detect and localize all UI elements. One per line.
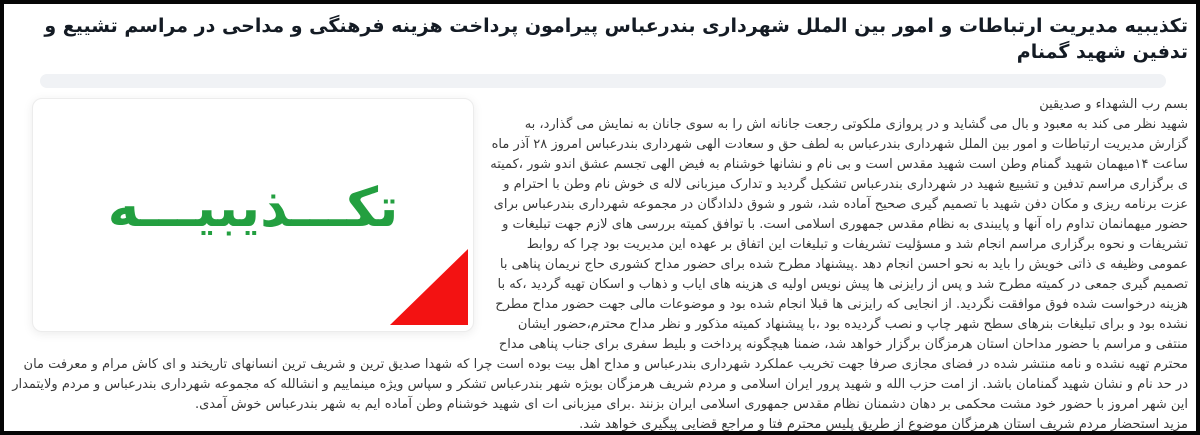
article-headline: تکذیبیه مدیریت ارتباطات و امور بین الملل شهرداری بندرعباس پیرامون پرداخت هزینه فرهنگی و مداحی در مراسم تشییع و تدفین شهید گمنام — [44, 15, 1188, 63]
basmala-line: بسم رب الشهداء و صدیقین — [1039, 97, 1188, 113]
divider-bar — [40, 74, 1166, 88]
red-corner-triangle-icon — [390, 249, 468, 325]
article-page — [4, 4, 1196, 435]
takzibiyeh-logo-text: تکـــذیبیـــه — [107, 176, 399, 240]
takzibiyeh-logo-card — [32, 98, 474, 332]
closing-legal-notice: مزید استحضار مردم شریف استان هرمزگان موضوع از طریق پلیس محترم فتا و مراجع قضایی پیگیری خواهد شد. — [579, 417, 1188, 433]
article-body — [8, 95, 1188, 435]
main-statement-paragraph: شهید نظر می کند به معبود و بال می گشاید و در پروازی ملکوتی رجعت جانانه اش را به سوی جانان به نمایش می گذارد، به گزارش مدیریت ارتباطات و امور بین الملل شهرداری بندرعباس به لطف حق و سعادت الهی شهرداری بندرعباس امروز ۲۸ آذر ماه ساعت ۱۴میهمان شهید گمنام وطن است شهید مقدس است و بی نام و نشانها خوشنام به فیض الهی تجسم عشق اندو شور ،کمیته ی برگزاری مراسم تدفین و تشییع شهید در شهرداری بندرعباس تشکیل گردید و تدارک میزبانی لاله ی خوش نام وطن با احترام و عزت برنامه ریزی و مکان دفن شهید با تصمیم گیری صحیح آماده شد، شور و شوق دلدادگان در مجموعه شهرداری بندرعباس برای حضور میهمانمان تداوم راه آنها و پایبندی به نظام مقدس جمهوری اسلامی است. با توافق کمیته بررسی های لازم جهت تبلیغات و تشریفات و نحوه برگزاری مراسم انجام شد و مسؤلیت تشریفات و تبلیغات این اتفاق بر عهده این مدیریت بود چرا که روابط عمومی وظیفه ی ذاتی خویش را باید به نحو احسن انجام دهد .پیشنهاد مطرح شده برای حضور مداح کشوری حاج نریمان پناهی با تصمیم گیری جمعی در کمیته مطرح شد و پس از رایزنی ها پیش نویس اولیه ی هزینه های ایاب و ذهاب و اسکان تهیه گردید ،که با هزینه درخواست شده فوق موافقت نگردید. از انجایی که رایزنی ها قبلا انجام شده بود و موضوعات مالی جهت حضور مداح مطرح نشده بود و برای تبلیغات بنرهای سطح شهر چاپ و نصب گردیده بود ،با پیشنهاد کمیته مذکور و نظر مداح محترم،حضور ایشان منتفی و مراسم با حضور مداحان استان هرمزگان برگزار خواهد شد، ضمنا هیچگونه پرداخت و بلیط سفری برای جناب پناهی مداح محترم تهیه نشده و نامه منتشر شده در فضای مجازی صرفا جهت تخریب عملکرد شهرداری بندرعباس و مداح اهل بیت بوده است چرا که شهدا صدیق ترین و شریف ترین انسانهای تاریخند و ای کاش مرام و معرفت مان در حد نام و نشان شهید گمنامان باشد. از امت حزب الله و شهید پرور ایران اسلامی و مردم شریف هرمزگان بویژه شهر بندرعباس تشکر و سپاس ویژه مینماییم و انشالله که مجموعه شهرداری بندرعباس و مردم ولایتمدار این شهر امروز با حضور خود مشت محکمی بر دهان دشمنان نظام مقدس جمهوری اسلامی ایران بزنند .برای میزبانی ات ای شهید خوشنام وطن آماده ایم به شهر بندرعباس خوش آمدی. — [12, 117, 1188, 413]
